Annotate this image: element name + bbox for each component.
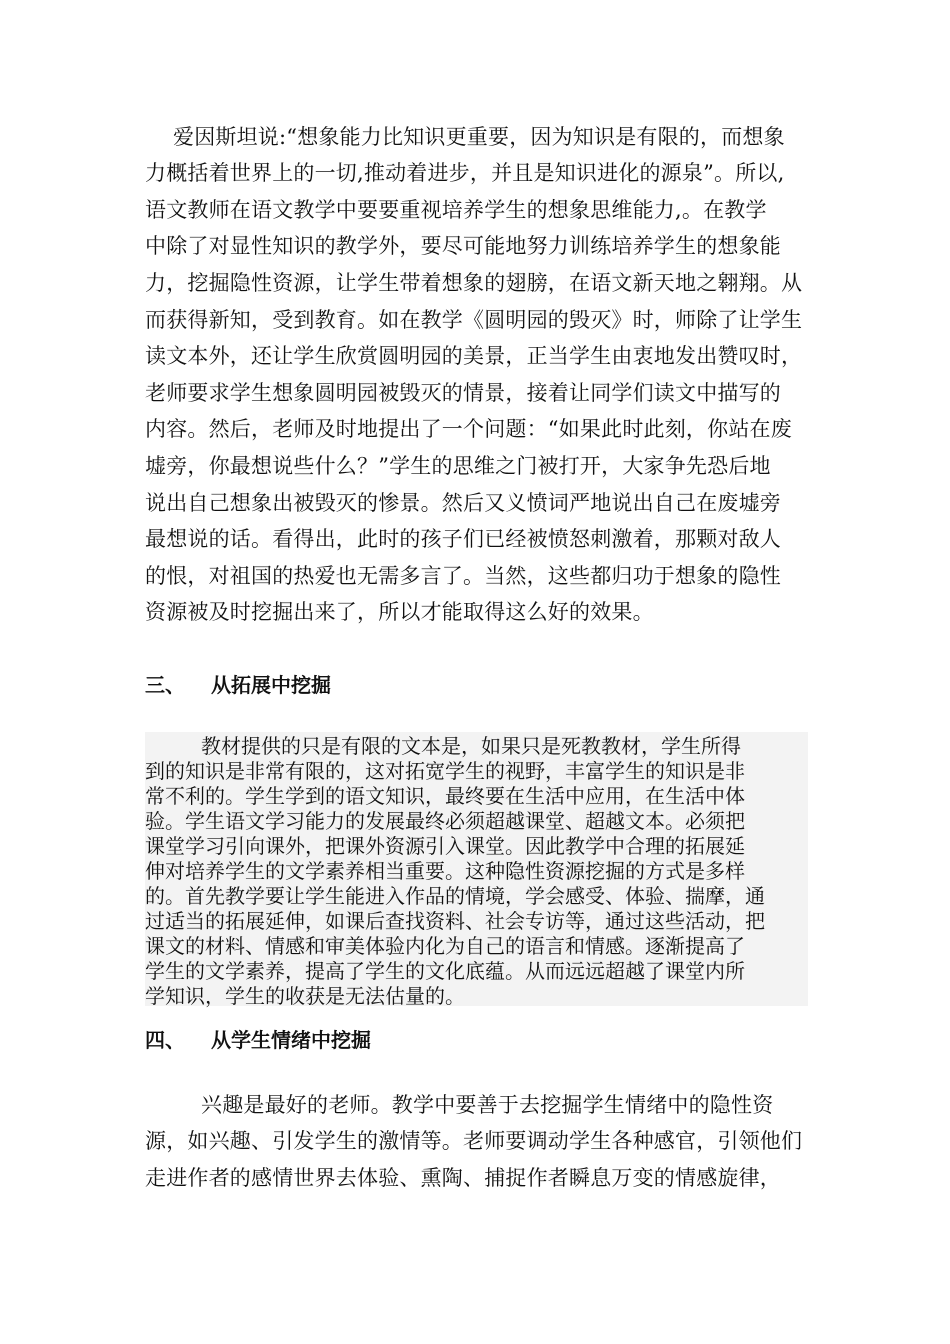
text-line: 说出自己想象出被毁灭的惨景。然后又义愤词严地说出自己在废墟旁 bbox=[145, 491, 781, 515]
text-line: 走进作者的感情世界去体验、熏陶、捕捉作者瞬息万变的情感旋律， bbox=[145, 1166, 781, 1190]
text-line: 教材提供的只是有限的文本是，如果只是死教教材，学生所得 bbox=[201, 734, 741, 758]
text-line: 过适当的拓展延伸，如课后查找资料、社会专访等，通过这些活动，把 bbox=[145, 909, 765, 933]
text-line: 学生的文学素养，提高了学生的文化底蕴。从而远远超越了课堂内所 bbox=[145, 959, 745, 983]
text-line: 老师要求学生想象圆明园被毁灭的情景，接着让同学们读文中描写的 bbox=[145, 381, 781, 405]
text-line: 常不利的。学生学到的语文知识，最终要在生活中应用，在生活中体 bbox=[145, 784, 745, 808]
section-heading-3 bbox=[145, 673, 331, 697]
section-number: 四、 bbox=[145, 1028, 185, 1052]
text-line: 中除了对显性知识的教学外，要尽可能地努力训练培养学生的想象能 bbox=[145, 234, 781, 258]
text-line: 内容。然后，老师及时地提出了一个问题：“如果此时此刻，你站在废 bbox=[145, 417, 792, 441]
text-line: 语文教师在语文教学中要要重视培养学生的想象思维能力,。在教学 bbox=[145, 198, 767, 222]
text-line: 验。学生语文学习能力的发展最终必须超越课堂、超越文本。必须把 bbox=[145, 809, 745, 833]
text-line: 资源被及时挖掘出来了，所以才能取得这么好的效果。 bbox=[145, 600, 654, 624]
text-line: 伸对培养学生的文学素养相当重要。这种隐性资源挖掘的方式是多样 bbox=[145, 859, 745, 883]
text-line: 兴趣是最好的老师。教学中要善于去挖掘学生情绪中的隐性资 bbox=[201, 1093, 774, 1117]
text-line: 课堂学习引向课外，把课外资源引入课堂。因此教学中合理的拓展延 bbox=[145, 834, 745, 858]
text-line: 力，挖掘隐性资源，让学生带着想象的翅膀，在语文新天地之翱翔。从 bbox=[145, 271, 803, 295]
text-line: 到的知识是非常有限的，这对拓宽学生的视野，丰富学生的知识是非 bbox=[145, 759, 745, 783]
text-line: 学知识，学生的收获是无法估量的。 bbox=[145, 984, 465, 1008]
section-heading-4 bbox=[145, 1028, 371, 1052]
section-number: 三、 bbox=[145, 673, 185, 697]
section-title: 从学生情绪中挖掘 bbox=[211, 1028, 371, 1052]
text-line: 最想说的话。看得出，此时的孩子们已经被愤怒刺激着，那颗对敌人 bbox=[145, 527, 781, 551]
text-line: 源，如兴趣、引发学生的激情等。老师要调动学生各种感官，引领他们 bbox=[145, 1129, 803, 1153]
text-line: 墟旁，你最想说些什么？”学生的思维之门被打开，大家争先恐后地 bbox=[145, 454, 771, 478]
section-title: 从拓展中挖掘 bbox=[211, 673, 331, 697]
text-line: 课文的材料、情感和审美体验内化为自己的语言和情感。逐渐提高了 bbox=[145, 934, 745, 958]
text-line: 爱因斯坦说:“想象能力比知识更重要，因为知识是有限的，而想象 bbox=[173, 125, 785, 149]
text-line: 的恨，对祖国的热爱也无需多言了。当然，这些都归功于想象的隐性 bbox=[145, 564, 781, 588]
text-line: 的。首先教学要让学生能进入作品的情境，学会感受、体验、揣摩，通 bbox=[145, 884, 765, 908]
text-line: 而获得新知，受到教育。如在教学《圆明园的毁灭》时，师除了让学生 bbox=[145, 308, 803, 332]
text-line: 读文本外，还让学生欣赏圆明园的美景，正当学生由衷地发出赞叹时， bbox=[145, 344, 803, 368]
text-line: 力概括着世界上的一切,推动着进步，并且是知识进化的源泉”。所以, bbox=[145, 161, 785, 185]
